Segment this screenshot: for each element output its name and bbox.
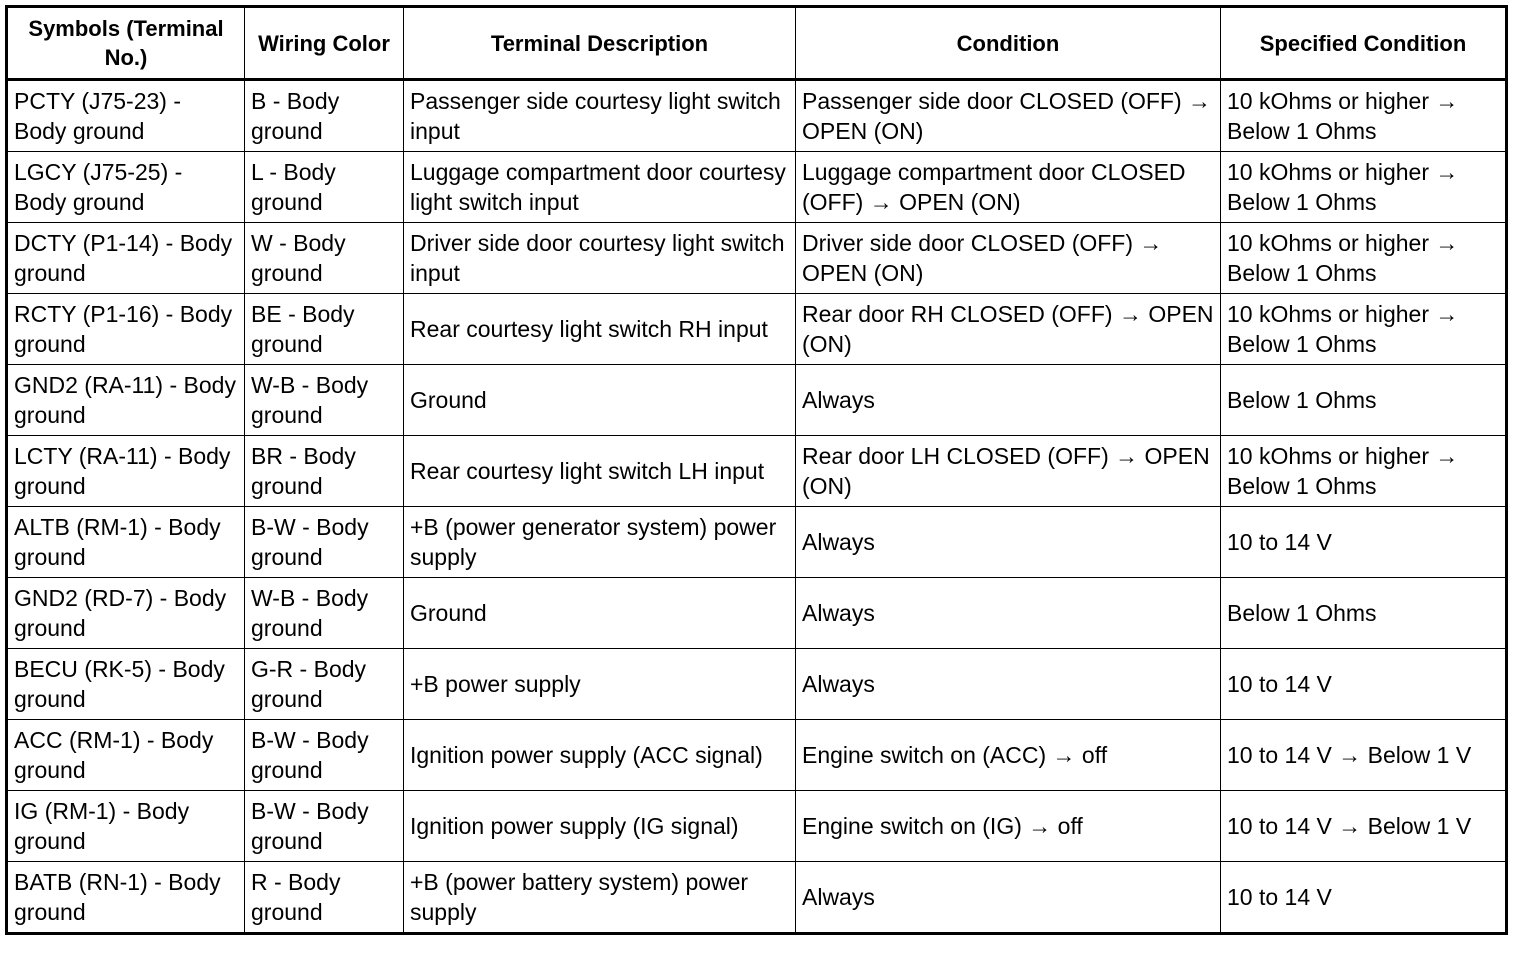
cell-wiring-color: W-B - Body ground [245, 365, 404, 436]
cell-symbols-terminal: LCTY (RA-11) - Body ground [7, 436, 245, 507]
cell-wiring-color: W - Body ground [245, 223, 404, 294]
cell-terminal-description: Rear courtesy light switch LH input [404, 436, 796, 507]
cell-condition: Rear door LH CLOSED (OFF) → OPEN (ON) [796, 436, 1221, 507]
table-row [7, 152, 1507, 223]
header-terminal-description: Terminal Description [404, 7, 796, 80]
cell-wiring-color: R - Body ground [245, 862, 404, 934]
cell-symbols-terminal: LGCY (J75-25) - Body ground [7, 152, 245, 223]
cell-condition: Driver side door CLOSED (OFF) → OPEN (ON) [796, 223, 1221, 294]
cell-symbols-terminal: GND2 (RD-7) - Body ground [7, 578, 245, 649]
cell-specified-condition: 10 to 14 V → Below 1 V [1221, 720, 1507, 791]
cell-condition: Engine switch on (ACC) → off [796, 720, 1221, 791]
cell-specified-condition: Below 1 Ohms [1221, 578, 1507, 649]
header-symbols-terminal: Symbols (Terminal No.) [7, 7, 245, 80]
table-row [7, 649, 1507, 720]
cell-symbols-terminal: BATB (RN-1) - Body ground [7, 862, 245, 934]
cell-terminal-description: Driver side door courtesy light switch input [404, 223, 796, 294]
cell-terminal-description: Ground [404, 578, 796, 649]
table-row [7, 507, 1507, 578]
cell-condition: Rear door RH CLOSED (OFF) → OPEN (ON) [796, 294, 1221, 365]
cell-terminal-description: Rear courtesy light switch RH input [404, 294, 796, 365]
cell-specified-condition: 10 to 14 V [1221, 507, 1507, 578]
cell-condition: Always [796, 365, 1221, 436]
cell-symbols-terminal: GND2 (RA-11) - Body ground [7, 365, 245, 436]
terminal-table-container [5, 5, 1508, 935]
cell-specified-condition: 10 kOhms or higher → Below 1 Ohms [1221, 152, 1507, 223]
cell-wiring-color: G-R - Body ground [245, 649, 404, 720]
cell-condition: Always [796, 578, 1221, 649]
cell-symbols-terminal: IG (RM-1) - Body ground [7, 791, 245, 862]
table-row [7, 294, 1507, 365]
header-wiring-color: Wiring Color [245, 7, 404, 80]
cell-specified-condition: 10 kOhms or higher → Below 1 Ohms [1221, 436, 1507, 507]
cell-specified-condition: 10 to 14 V [1221, 862, 1507, 934]
header-condition: Condition [796, 7, 1221, 80]
cell-wiring-color: B - Body ground [245, 80, 404, 152]
table-row [7, 862, 1507, 934]
cell-condition: Passenger side door CLOSED (OFF) → OPEN (ON) [796, 80, 1221, 152]
cell-symbols-terminal: DCTY (P1-14) - Body ground [7, 223, 245, 294]
cell-wiring-color: B-W - Body ground [245, 720, 404, 791]
table-row [7, 365, 1507, 436]
cell-symbols-terminal: ALTB (RM-1) - Body ground [7, 507, 245, 578]
header-specified-condition: Specified Condition [1221, 7, 1507, 80]
terminal-inspection-table [5, 5, 1508, 935]
cell-wiring-color: BE - Body ground [245, 294, 404, 365]
cell-symbols-terminal: ACC (RM-1) - Body ground [7, 720, 245, 791]
cell-condition: Always [796, 862, 1221, 934]
cell-specified-condition: 10 kOhms or higher → Below 1 Ohms [1221, 294, 1507, 365]
cell-wiring-color: W-B - Body ground [245, 578, 404, 649]
cell-terminal-description: Ignition power supply (IG signal) [404, 791, 796, 862]
cell-condition: Luggage compartment door CLOSED (OFF) → OPEN (ON) [796, 152, 1221, 223]
cell-specified-condition: Below 1 Ohms [1221, 365, 1507, 436]
cell-terminal-description: Luggage compartment door courtesy light switch input [404, 152, 796, 223]
cell-symbols-terminal: BECU (RK-5) - Body ground [7, 649, 245, 720]
table-row [7, 436, 1507, 507]
table-body [7, 80, 1507, 934]
cell-terminal-description: Ground [404, 365, 796, 436]
cell-condition: Always [796, 649, 1221, 720]
table-row [7, 578, 1507, 649]
table-row [7, 791, 1507, 862]
cell-wiring-color: B-W - Body ground [245, 791, 404, 862]
table-row [7, 223, 1507, 294]
cell-wiring-color: BR - Body ground [245, 436, 404, 507]
cell-terminal-description: Ignition power supply (ACC signal) [404, 720, 796, 791]
cell-specified-condition: 10 kOhms or higher → Below 1 Ohms [1221, 223, 1507, 294]
table-row [7, 80, 1507, 152]
cell-terminal-description: +B (power generator system) power supply [404, 507, 796, 578]
cell-wiring-color: L - Body ground [245, 152, 404, 223]
table-row [7, 720, 1507, 791]
cell-wiring-color: B-W - Body ground [245, 507, 404, 578]
cell-symbols-terminal: PCTY (J75-23) - Body ground [7, 80, 245, 152]
cell-specified-condition: 10 kOhms or higher → Below 1 Ohms [1221, 80, 1507, 152]
cell-terminal-description: +B (power battery system) power supply [404, 862, 796, 934]
table-header-row [7, 7, 1507, 80]
cell-symbols-terminal: RCTY (P1-16) - Body ground [7, 294, 245, 365]
cell-specified-condition: 10 to 14 V [1221, 649, 1507, 720]
cell-terminal-description: Passenger side courtesy light switch input [404, 80, 796, 152]
cell-condition: Always [796, 507, 1221, 578]
cell-terminal-description: +B power supply [404, 649, 796, 720]
cell-specified-condition: 10 to 14 V → Below 1 V [1221, 791, 1507, 862]
cell-condition: Engine switch on (IG) → off [796, 791, 1221, 862]
